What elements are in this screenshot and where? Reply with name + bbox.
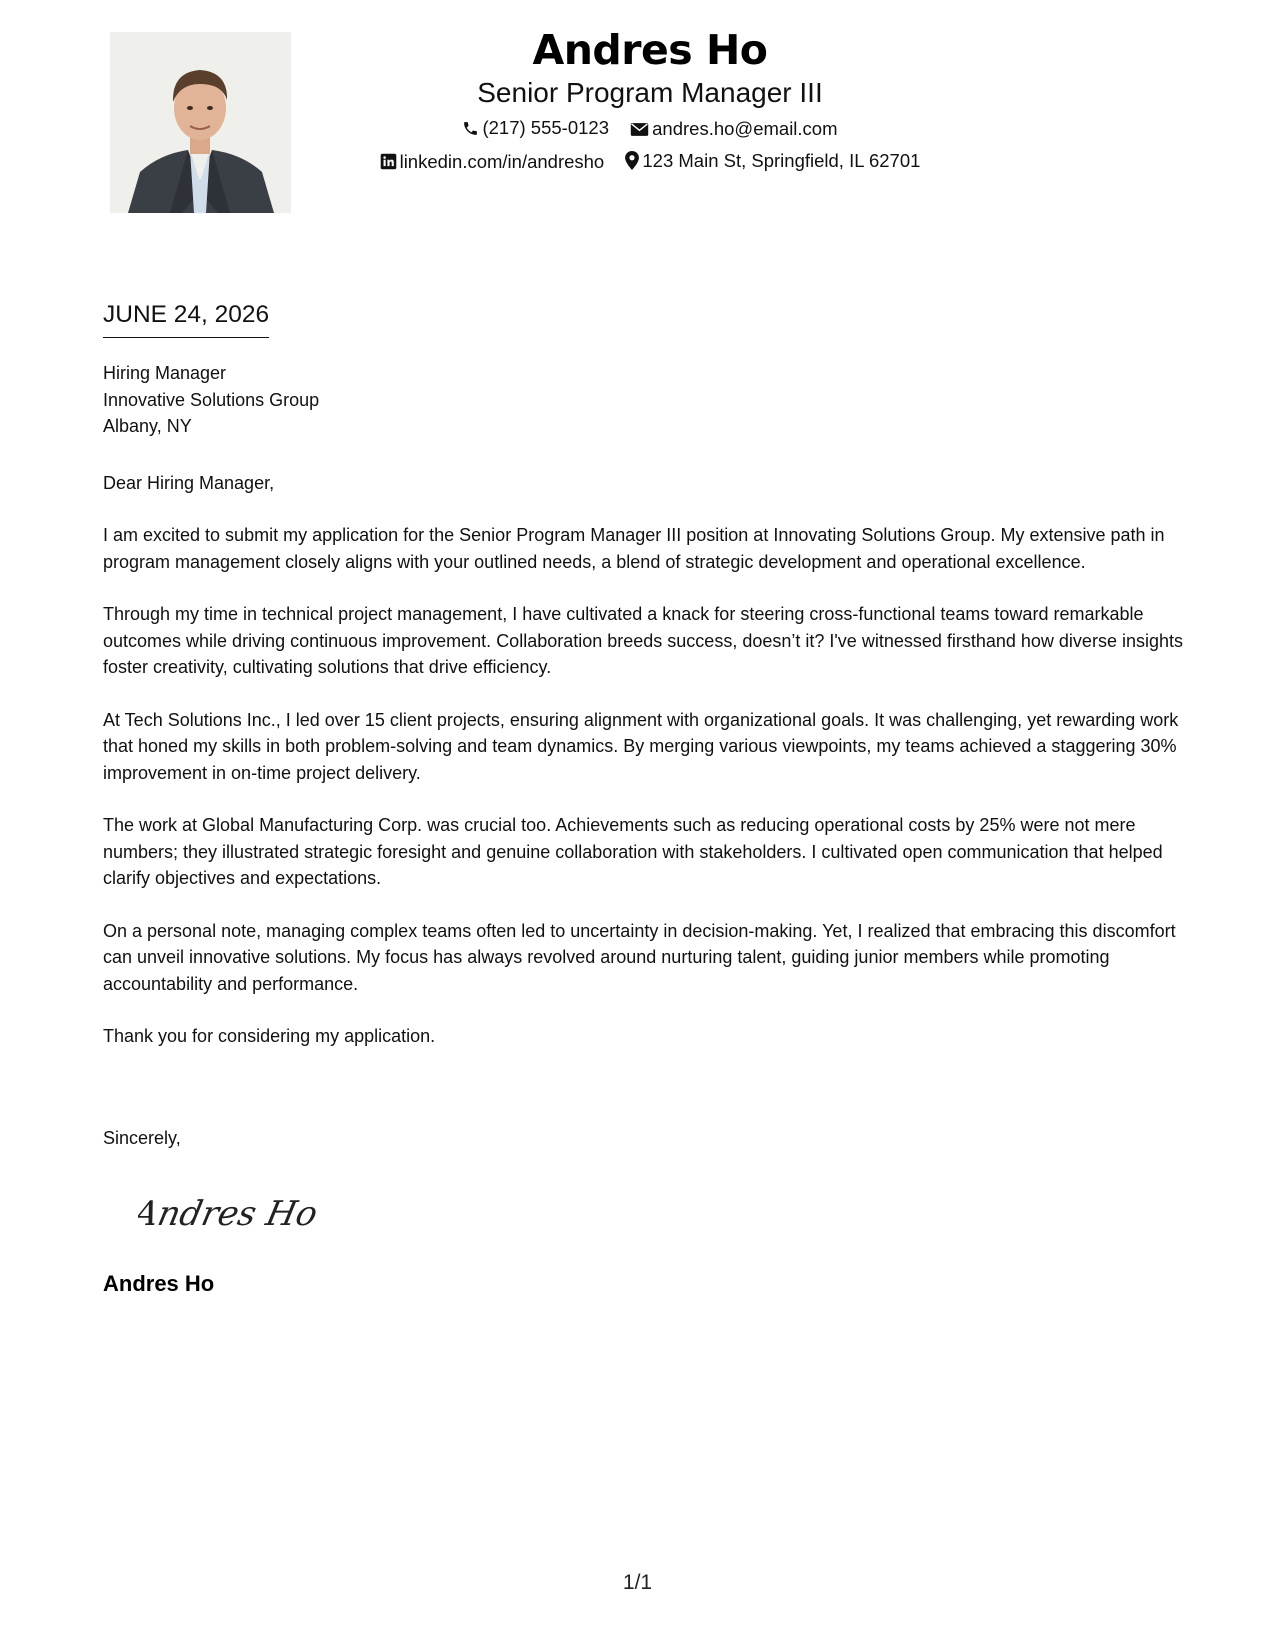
body-paragraph: At Tech Solutions Inc., I led over 15 client projects, ensuring alignment with organizational goals. It was challenging, yet rewarding work that honed my skills in both problem-solving and team dynamics. By merging various viewpoints, my teams achieved a staggering 30% improvement in on-time project delivery.	[103, 709, 1179, 783]
contact-row-1	[330, 116, 970, 143]
letter-body	[103, 522, 1183, 1076]
body-paragraph: I am excited to submit my application for the Senior Program Manager III position at Innovating Solutions Group. My extensive path in program management closely aligns with your outlined needs, a blend of strategic development and operational excellence.	[103, 525, 1165, 572]
letter-date: JUNE 24, 2026	[103, 299, 269, 338]
signature-graphic	[138, 1185, 338, 1245]
portrait-illustration	[110, 32, 291, 213]
resume-header	[330, 22, 970, 176]
printed-name: Andres Ho	[103, 1271, 215, 1296]
applicant-name: Andres Ho	[532, 26, 768, 74]
profile-photo	[110, 32, 291, 213]
contact-phone[interactable]	[462, 116, 609, 140]
closing: Sincerely,	[103, 1128, 181, 1148]
contact-row-2	[330, 149, 970, 177]
applicant-title: Senior Program Manager III	[477, 77, 823, 108]
recipient-block	[103, 360, 1183, 440]
recipient-name: Hiring Manager	[103, 363, 227, 383]
phone-number: (217) 555-0123	[482, 117, 609, 138]
linkedin-icon	[380, 153, 397, 170]
recipient-location: Albany, NY	[103, 416, 192, 436]
signature-text: Andres Ho	[138, 1194, 321, 1234]
page-number: 1/1	[622, 1571, 653, 1594]
phone-icon	[462, 120, 479, 137]
envelope-icon	[630, 122, 649, 137]
body-paragraph: On a personal note, managing complex teams often led to uncertainty in decision-making. Yet, I realized that embracing this discomfort can unveil innovative solutions. My focus has always revolved around nurturing talent, guiding junior members while promoting accountability and performance.	[103, 920, 1176, 994]
recipient-company: Innovative Solutions Group	[103, 389, 320, 410]
body-paragraph: The work at Global Manufacturing Corp. was crucial too. Achievements such as reducing operational costs by 25% were not mere numbers; they illustrated strategic foresight and genuine collaboration with stakeholders. I cultivated open communication that helped clarify objectives and expectations.	[103, 815, 1163, 888]
handwritten-signature	[138, 1185, 338, 1245]
body-paragraph: Thank you for considering my application.	[103, 1026, 436, 1046]
email-address: andres.ho@email.com	[652, 118, 838, 139]
salutation: Dear Hiring Manager,	[103, 473, 275, 493]
contact-linkedin[interactable]	[380, 150, 605, 174]
map-pin-icon	[625, 151, 639, 170]
contact-email[interactable]	[630, 117, 837, 141]
body-paragraph: Through my time in technical project management, I have cultivated a knack for steering cross-functional teams toward remarkable outcomes while driving continuous improvement. Collaboration breeds success, doesn’t it? I've witnessed firsthand how diverse insights foster creativity, cultivating solutions that drive efficiency.	[103, 604, 1183, 677]
street-address: 123 Main St, Springfield, IL 62701	[642, 149, 921, 171]
contact-address	[625, 149, 920, 173]
linkedin-url: linkedin.com/in/andresho	[399, 150, 605, 172]
